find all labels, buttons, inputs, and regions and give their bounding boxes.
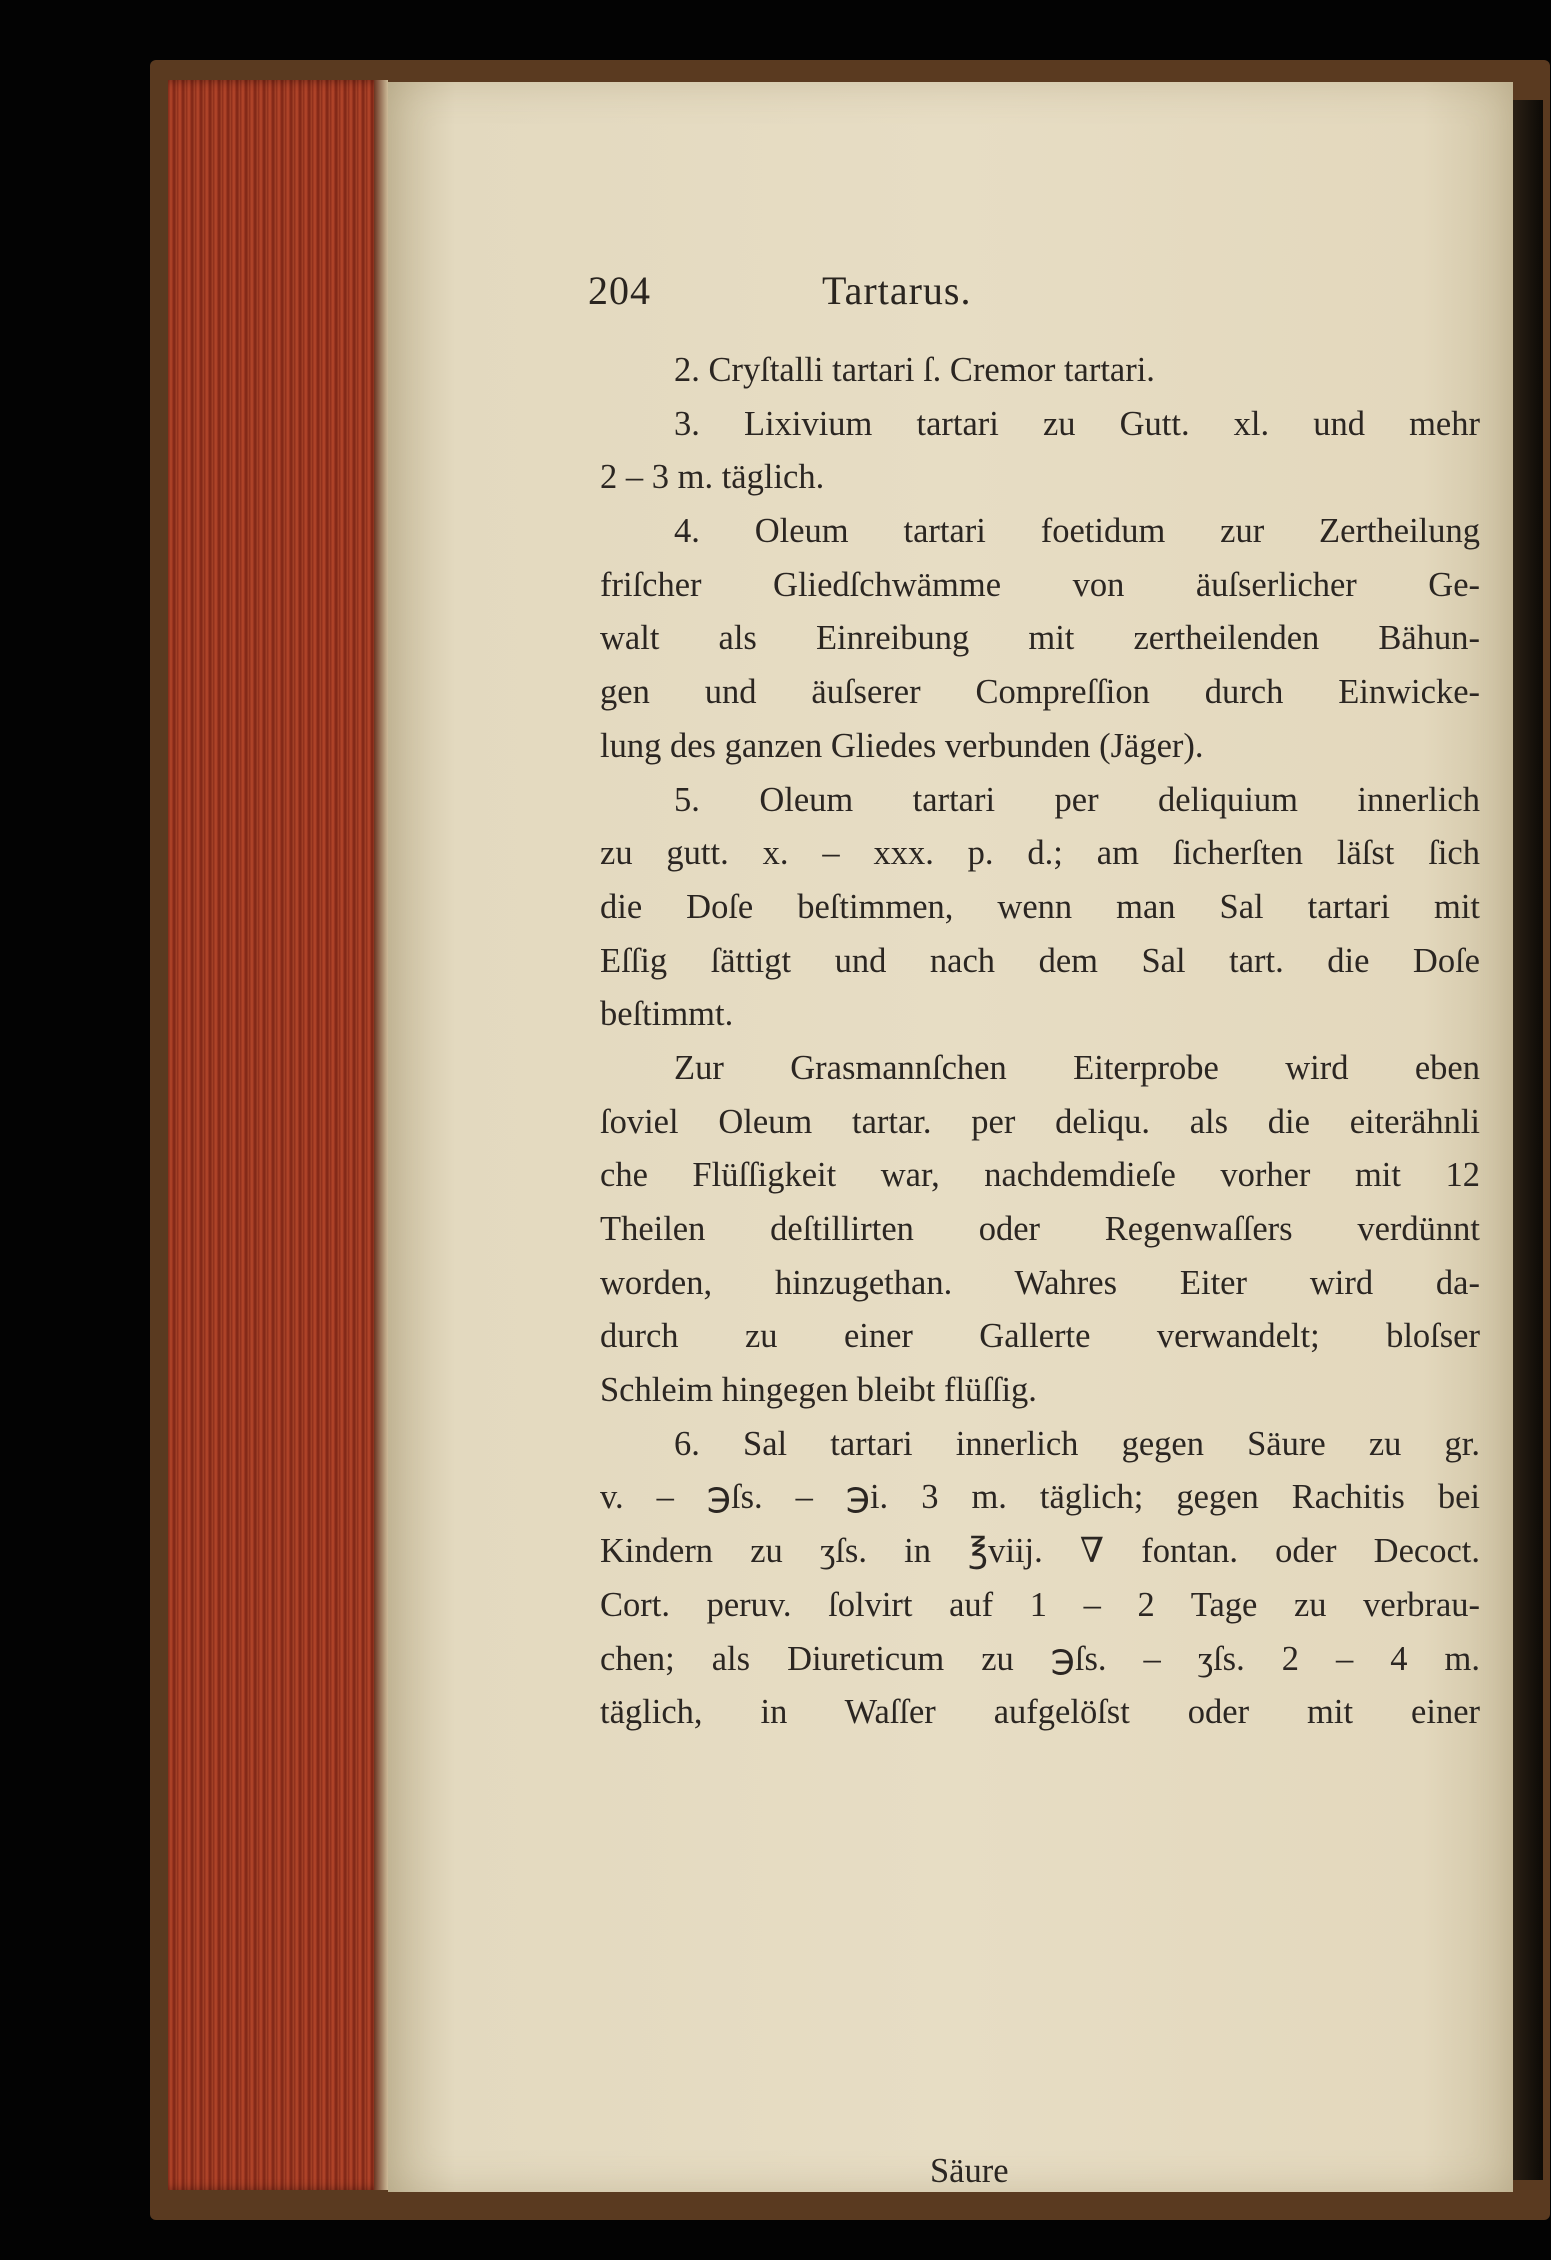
page-number: 204 (588, 268, 651, 313)
catchword: Säure (930, 2152, 1009, 2190)
page-header (588, 267, 1488, 337)
text-line: 2. Cryſtalli tartari ſ. Cremor tartari. (674, 351, 1155, 389)
text-line: 6. Sal tartari innerlich gegen Säure zu gr. (674, 1424, 1480, 1463)
text-line: die Doſe beſtimmen, wenn man Sal tartari mit (600, 887, 1480, 926)
text-line: friſcher Gliedſchwämme von äuſserlicher Ge- (600, 565, 1480, 604)
facing-page-shadow (1513, 100, 1543, 2180)
running-title: Tartarus. (822, 268, 972, 313)
text-line: ſoviel Oleum tartar. per deliqu. als die eiterähnli (600, 1102, 1480, 1141)
text-line: durch zu einer Gallerte verwandelt; bloſser (600, 1317, 1480, 1356)
text-line: zu gutt. x. – xxx. p. d.; am ſicherſten läſst ſich (600, 834, 1480, 873)
text-line: Schleim hingegen bleibt flüſſig. (600, 1371, 1037, 1410)
text-line: 4. Oleum tartari foetidum zur Zertheilung (674, 512, 1480, 551)
text-line: täglich, in Waſſer aufgelöſst oder mit einer (600, 1693, 1480, 1732)
body-text (600, 344, 1480, 1740)
text-line: che Flüſſigkeit war, nachdemdieſe vorher mit 12 (600, 1156, 1480, 1195)
text-line: Cort. peruv. ſolvirt auf 1 – 2 Tage zu verbrau- (600, 1585, 1480, 1624)
text-line: walt als Einreibung mit zertheilenden Bähun- (600, 619, 1480, 658)
book-page (388, 82, 1513, 2192)
text-line: worden, hinzugethan. Wahres Eiter wird da- (600, 1263, 1480, 1302)
text-line: Kindern zu ʒſs. in ℥viij. ∇ fontan. oder Decoct. (600, 1532, 1480, 1571)
text-line: 2 – 3 m. täglich. (600, 458, 825, 497)
text-line: 5. Oleum tartari per deliquium innerlich (674, 780, 1480, 819)
text-line: Eſſig ſättigt und nach dem Sal tart. die Doſe (600, 941, 1480, 980)
text-line: 3. Lixivium tartari zu Gutt. xl. und mehr (674, 404, 1480, 443)
page-block-edges (168, 80, 388, 2190)
text-line: beſtimmt. (600, 995, 734, 1034)
text-line: chen; als Diureticum zu ℈ſs. – ʒſs. 2 – 4 m. (600, 1639, 1480, 1678)
text-line: Theilen deſtillirten oder Regenwaſſers verdünnt (600, 1210, 1480, 1248)
text-line: Zur Grasmannſchen Eiterprobe wird eben (674, 1048, 1480, 1087)
text-line: v. – ℈ſs. – ℈i. 3 m. täglich; gegen Rachitis bei (600, 1478, 1480, 1517)
text-line: lung des ganzen Gliedes verbunden (Jäger). (600, 726, 1204, 765)
text-line: gen und äuſserer Compreſſion durch Einwicke- (600, 673, 1480, 712)
